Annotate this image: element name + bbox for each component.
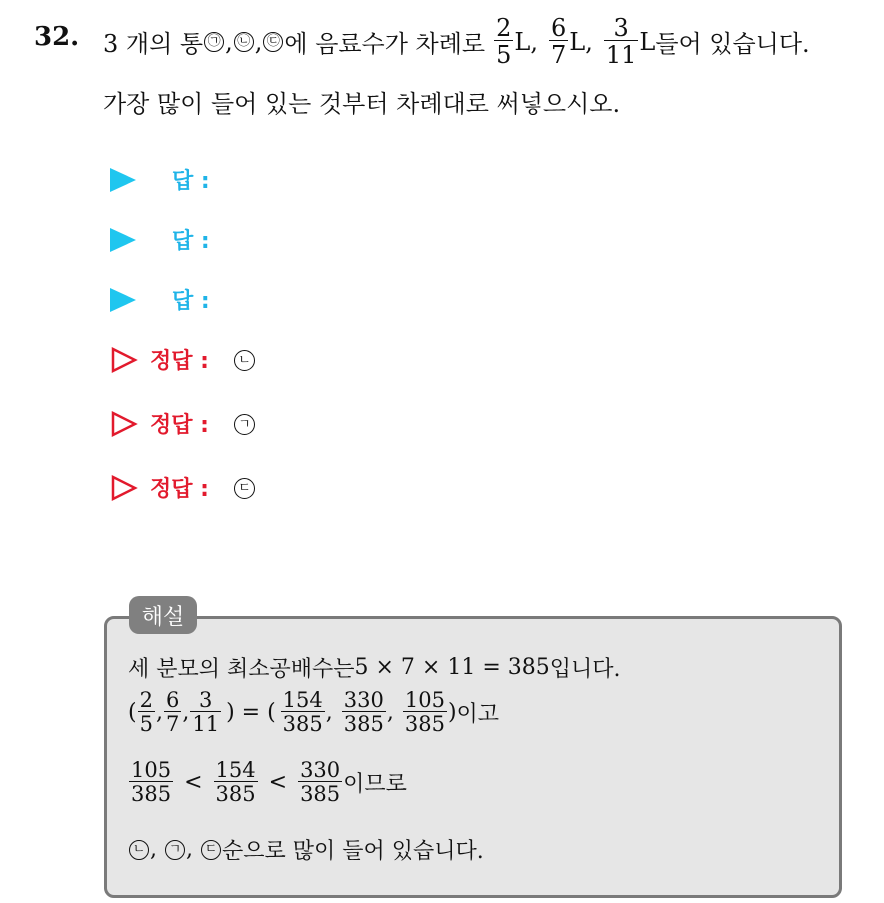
solution-line-2: ( $\frac{2}{5}$ , $\frac{6}{7}$ , $\frac{3}{11}$ ) = ( $\frac{154}{385}$ , $\frac{330}{385}$ , $\frac{105}{385}$ ) 이고 [128, 688, 500, 736]
fraction: $\frac{3}{11}$ [192, 688, 220, 736]
question-text-b: 에 음료수가 차례로 [284, 30, 486, 58]
fraction: $\frac{3}{11}$ [605, 14, 637, 69]
answer-label: 답 : [172, 289, 210, 314]
solution-math: 5 × 7 × 11 = 385 [354, 655, 550, 680]
question-line-1: 3 개의 통 ㉠ , ㉡ , ㉢ 에 음료수가 차례로 $\frac{2}{5}$ L, $\frac{6}{7}$ L, $\frac{3}{11}$ L 들어 있습니다. [103, 14, 810, 69]
question-text-line2: 가장 많이 들어 있는 것부터 차례대로 써넣으시오. [103, 90, 621, 118]
fraction: $\frac{105}{385}$ [131, 758, 172, 806]
solution-line-1 [128, 652, 621, 683]
answer-row[interactable] [110, 164, 210, 195]
solution-text: 순으로 많이 들어 있습니다. [222, 839, 484, 864]
key-label: 정답 : [150, 349, 209, 374]
key-row [110, 408, 256, 439]
fraction: $\frac{154}{385}$ [215, 758, 256, 806]
solution-line-4: ㄴ , ㄱ , ㄷ 순으로 많이 들어 있습니다. [128, 834, 484, 865]
solution-text: 입니다. [549, 657, 621, 682]
fraction: $\frac{6}{7}$ [165, 688, 180, 736]
unit: L, [569, 27, 593, 56]
solution-line-3 [128, 760, 407, 805]
less-than: < [184, 770, 203, 795]
solution-text: 이므로 [343, 772, 407, 797]
solution-text: 세 분모의 최소공배수는 [128, 657, 355, 682]
paren: ) [447, 700, 457, 725]
fraction: $\frac{2}{5}$ [139, 688, 153, 736]
question-number: 32. [34, 22, 80, 52]
fraction: $\frac{154}{385}$ [282, 688, 323, 736]
marker-nieun: ㉡ [234, 32, 254, 52]
solution-tag: 해설 [129, 596, 197, 634]
order-marker: ㄴ [129, 840, 149, 860]
marker-giyeok: ㉠ [204, 32, 224, 52]
play-triangle-icon [110, 228, 136, 252]
solution-text: 이고 [456, 702, 500, 727]
outline-triangle-icon [110, 474, 138, 502]
fraction: $\frac{330}{385}$ [300, 758, 341, 806]
key-value: ㄱ [234, 414, 255, 435]
key-value: ㄴ [234, 350, 255, 371]
fraction: $\frac{2}{5}$ [496, 14, 512, 69]
question-line-2 [103, 84, 620, 119]
marker-digeut: ㉢ [263, 32, 283, 52]
question-text-c: 들어 있습니다. [655, 30, 810, 58]
order-marker: ㄷ [201, 840, 221, 860]
answer-label: 답 : [172, 229, 210, 254]
key-value: ㄷ [234, 478, 255, 499]
question-text-a: 3 개의 통 [103, 30, 204, 58]
unit: L [639, 27, 656, 56]
fraction: $\frac{6}{7}$ [550, 14, 567, 69]
outline-triangle-icon [110, 410, 138, 438]
key-label: 정답 : [150, 413, 209, 438]
key-row [110, 472, 256, 503]
equals: ) = ( [226, 700, 276, 725]
key-label: 정답 : [150, 477, 209, 502]
outline-triangle-icon [110, 346, 138, 374]
answer-row[interactable] [110, 224, 210, 255]
play-triangle-icon [110, 288, 136, 312]
answer-label: 답 : [172, 169, 210, 194]
answer-row[interactable] [110, 284, 210, 315]
fraction: $\frac{330}{385}$ [343, 688, 384, 736]
paren: ( [128, 700, 137, 725]
less-than: < [268, 770, 288, 795]
key-row [110, 344, 256, 375]
order-marker: ㄱ [165, 840, 185, 860]
unit: L, [514, 27, 538, 56]
play-triangle-icon [110, 168, 136, 192]
fraction: $\frac{105}{385}$ [404, 688, 445, 736]
